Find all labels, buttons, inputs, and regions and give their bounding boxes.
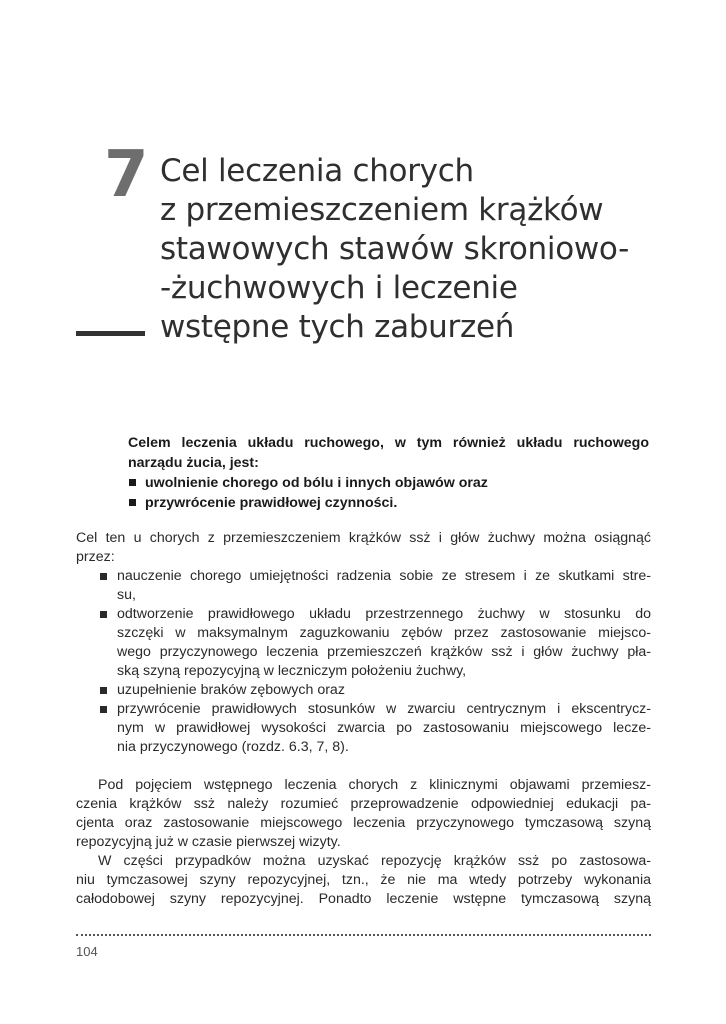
body-line: przez: <box>76 549 115 565</box>
square-bullet-icon <box>100 573 107 580</box>
body-list-item <box>76 681 651 700</box>
summary-list <box>128 473 649 513</box>
body-list-item <box>76 700 651 757</box>
body-line: przywrócenie prawidłowych stosunków w zwarciu centrycznym i ekscentrycz- <box>117 701 651 717</box>
body-line: Pod pojęciem wstępnego leczenia chorych z klinicznymi objawami przemiesz- <box>98 777 651 793</box>
body-line: całodobowej szyny repozycyjnej. Ponadto leczenie wstępne tymczasową szyną <box>76 891 651 907</box>
body-line: uzupełnienie braków zębowych oraz <box>117 682 345 698</box>
body-line: nym w prawidłowej wysokości zwarcia po zastosowaniu miejscowego lecze- <box>117 720 651 736</box>
paragraph <box>76 852 651 909</box>
chapter-title <box>160 152 700 347</box>
body-line: czenia krążków ssż należy rozumieć przeprowadzenie odpowiedniej edukacji pa- <box>76 796 651 812</box>
chapter-title-line: z przemieszczeniem krążków <box>160 192 604 228</box>
footer-divider <box>76 934 651 936</box>
summary-intro <box>128 433 649 473</box>
square-bullet-icon <box>100 687 107 694</box>
page-number: 104 <box>76 944 98 959</box>
square-bullet-icon <box>129 499 136 506</box>
paragraph <box>76 776 651 852</box>
chapter-title-line: -żuchwowych i leczenie <box>160 270 518 306</box>
body-line: nauczenie chorego umiejętności radzenia sobie ze stresem i ze skutkami stre- <box>117 568 651 584</box>
body-line: szczęki w maksymalnym zaguzkowaniu zębów przez zastosowanie miejsco- <box>117 625 651 641</box>
chapter-title-line: stawowych stawów skroniowo- <box>160 231 630 267</box>
body-list <box>76 567 651 757</box>
paragraph-gap <box>76 757 651 776</box>
summary-list-item <box>128 493 649 513</box>
chapter-rule <box>76 331 145 336</box>
body-text <box>76 529 651 909</box>
chapter-title-line: Cel leczenia chorych <box>160 153 474 189</box>
body-list-item <box>76 605 651 681</box>
square-bullet-icon <box>100 706 107 713</box>
body-line: ską szyną repozycyjną w leczniczym położeniu żuchwy, <box>117 663 467 679</box>
body-line: odtworzenie prawidłowego układu przestrzennego żuchwy w stosunku do <box>117 606 651 622</box>
summary-box <box>128 433 649 513</box>
summary-list-item <box>128 473 649 493</box>
body-line: repozycyjną już w czasie pierwszej wizyty. <box>76 834 341 850</box>
body-line: cjenta oraz zastosowanie miejscowego leczenia przyczynowego tymczasową szyną <box>76 815 651 831</box>
summary-intro-line: narządu żucia, jest: <box>128 455 259 471</box>
summary-item-text: uwolnienie chorego od bólu i innych objawów oraz <box>145 475 488 491</box>
summary-item-text: przywrócenie prawidłowej czynności. <box>145 495 398 511</box>
square-bullet-icon <box>100 611 107 618</box>
square-bullet-icon <box>129 479 136 486</box>
chapter-title-line: wstępne tych zaburzeń <box>160 309 515 345</box>
body-list-item <box>76 567 651 605</box>
body-line: nia przyczynowego (rozdz. 6.3, 7, 8). <box>117 739 349 755</box>
body-line: su, <box>117 587 136 603</box>
body-line: niu tymczasowej szyny repozycyjnej, tzn., że nie ma wtedy potrzeby wykonania <box>76 872 651 888</box>
body-line: wego przyczynowego leczenia przemieszczeń krążków ssż i głów żuchwy pła- <box>117 644 651 660</box>
chapter-number: 7 <box>104 138 149 212</box>
summary-intro-line: Celem leczenia układu ruchowego, w tym również układu ruchowego <box>128 435 649 451</box>
body-line: Cel ten u chorych z przemieszczeniem krążków ssż i głów żuchwy można osiągnąć <box>76 530 651 546</box>
body-line: W części przypadków można uzyskać repozycję krążków ssż po zastosowa- <box>98 853 651 869</box>
body-intro <box>76 529 651 567</box>
